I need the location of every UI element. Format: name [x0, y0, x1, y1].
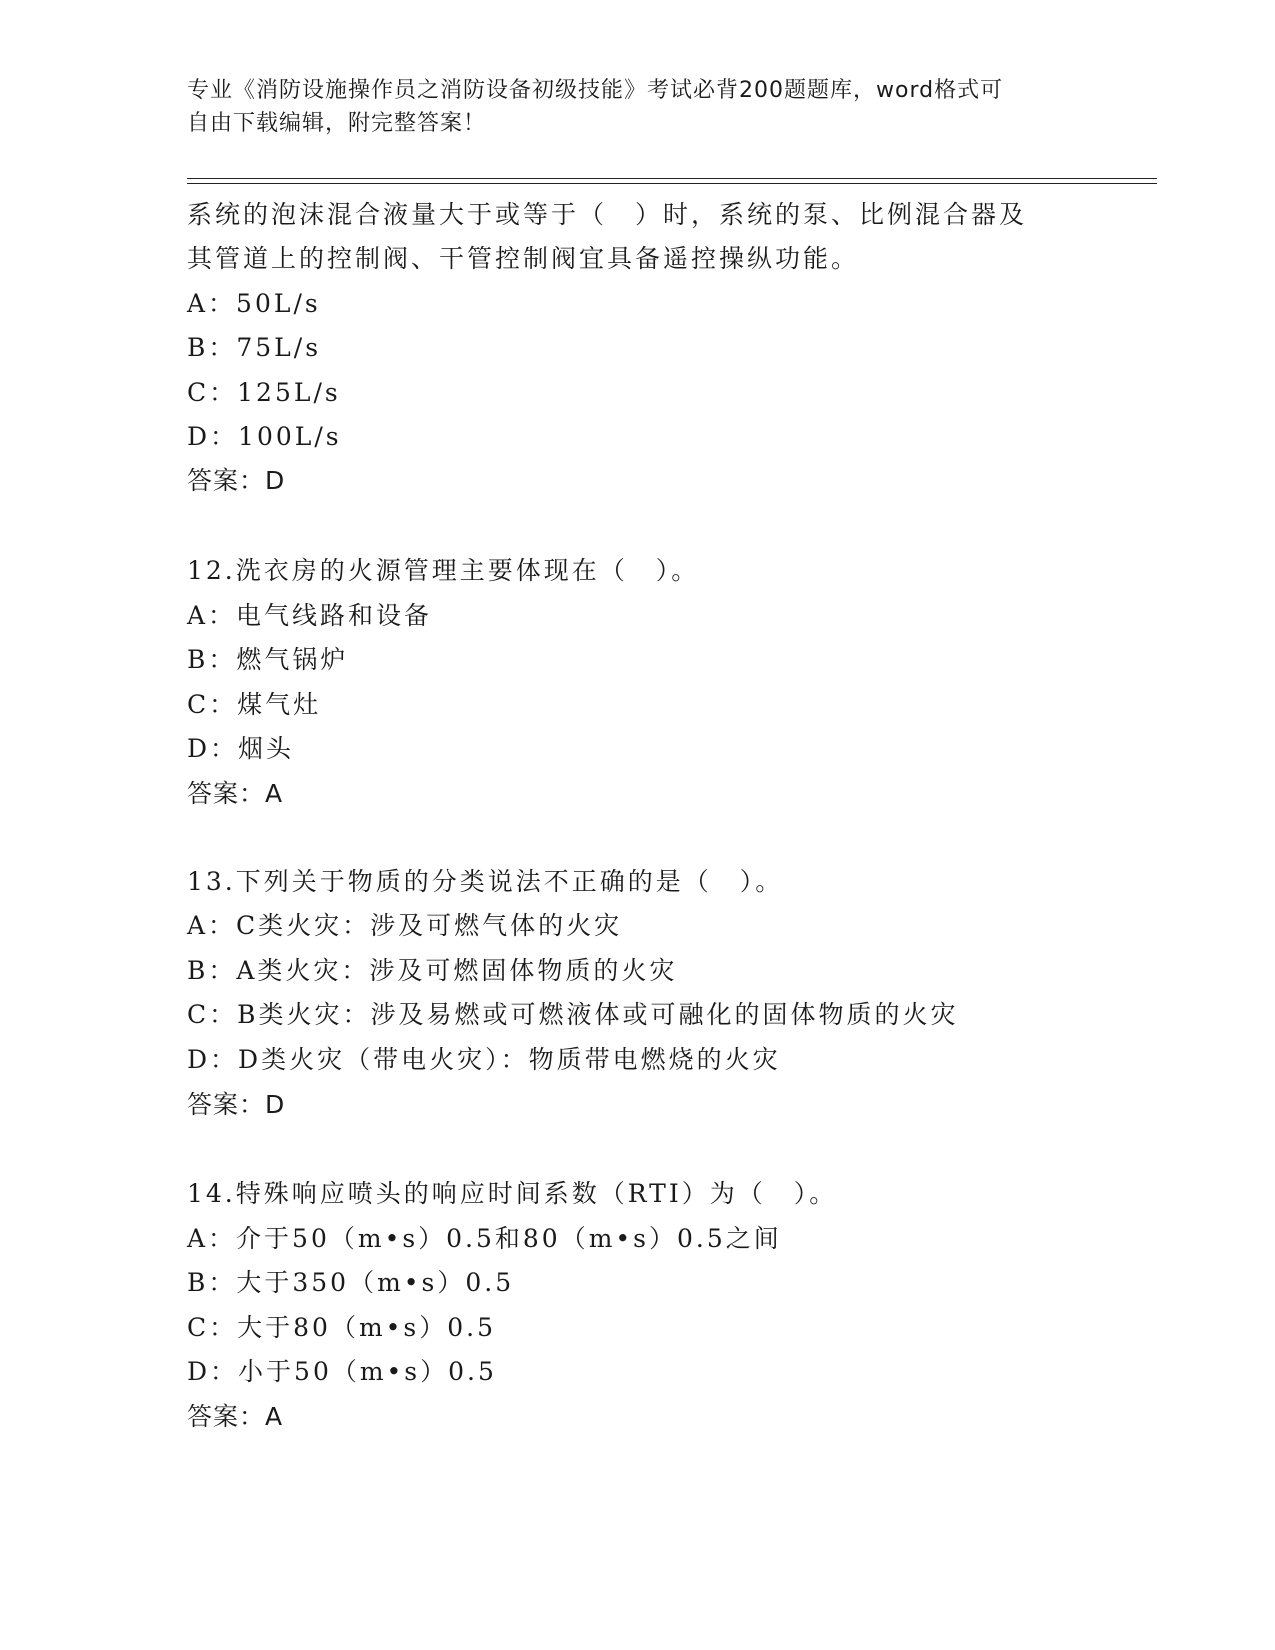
question-12-stem: 12.洗衣房的火源管理主要体现在（ ）。 [187, 556, 700, 585]
question-11-option-b: B：75L/s [187, 333, 322, 362]
question-13-option-c: C：B类火灾：涉及易燃或可燃液体或可融化的固体物质的火灾 [187, 1000, 959, 1029]
question-14-answer: 答案：A [187, 1402, 284, 1431]
question-14-option-c: C：大于80（m•s）0.5 [187, 1313, 496, 1342]
question-12-option-a: A：电气线路和设备 [187, 601, 433, 630]
question-14-option-b: B：大于350（m•s）0.5 [187, 1268, 515, 1297]
question-12-option-b: B：燃气锅炉 [187, 645, 349, 674]
question-13-answer: 答案：D [187, 1090, 286, 1119]
question-13-option-b: B：A类火灾：涉及可燃固体物质的火灾 [187, 956, 678, 985]
question-12-answer: 答案：A [187, 779, 284, 808]
document-header [187, 74, 1087, 140]
header-title-line2: 自由下载编辑，附完整答案！ [187, 111, 487, 136]
header-divider-top [187, 178, 1157, 179]
question-12-option-c: C：煤气灶 [187, 690, 322, 719]
question-11-option-c: C：125L/s [187, 378, 341, 407]
header-divider-bottom [187, 183, 1157, 184]
question-11-option-a: A：50L/s [187, 289, 321, 318]
question-14-option-d: D：小于50（m•s）0.5 [187, 1357, 497, 1386]
question-14-option-a: A：介于50（m•s）0.5和80（m•s）0.5之间 [187, 1224, 782, 1253]
question-13-stem: 13.下列关于物质的分类说法不正确的是（ ）。 [187, 867, 784, 896]
question-11-stem-line1: 系统的泡沫混合液量大于或等于（ ）时，系统的泵、比例混合器及 [187, 200, 1028, 229]
question-12-option-d: D：烟头 [187, 734, 295, 763]
header-title-line1: 专业《消防设施操作员之消防设备初级技能》考试必背200题题库，word格式可 [187, 78, 1004, 103]
question-11-answer: 答案：D [187, 466, 286, 495]
question-13-option-d: D：D类火灾（带电火灾）：物质带电燃烧的火灾 [187, 1045, 781, 1074]
question-14-stem: 14.特殊响应喷头的响应时间系数（RTI）为（ ）。 [187, 1179, 838, 1208]
question-13-option-a: A：C类火灾：涉及可燃气体的火灾 [187, 911, 623, 940]
question-11-option-d: D：100L/s [187, 422, 342, 451]
question-11-stem-line2: 其管道上的控制阀、干管控制阀宜具备遥控操纵功能。 [187, 244, 860, 273]
